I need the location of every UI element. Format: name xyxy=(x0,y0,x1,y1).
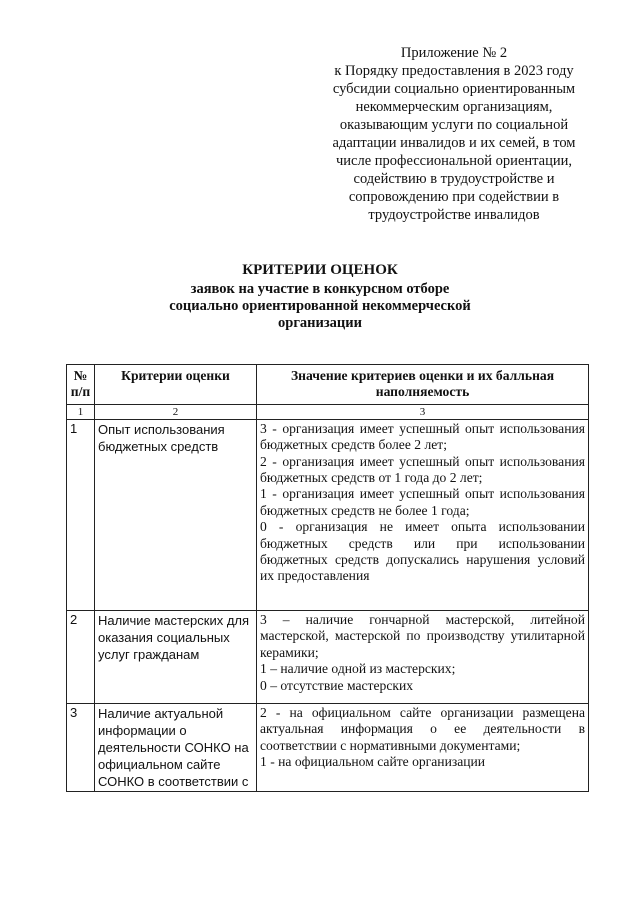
header-num: № п/п xyxy=(67,365,95,405)
column-number-row xyxy=(67,404,589,419)
column-number: 2 xyxy=(95,404,257,419)
annex-line: адаптации инвалидов и их семей, в том xyxy=(332,135,576,151)
title-sub-line: заявок на участие в конкурсном отборе xyxy=(190,281,450,297)
row-number: 2 xyxy=(67,610,95,703)
table-row xyxy=(67,610,589,703)
title-sub-line: организации xyxy=(278,315,362,331)
value-line: 3 – наличие гончарной мастерской, литейной мастерской, мастерской по производству утилитарной керамики; xyxy=(260,611,585,660)
header-criterion: Критерии оценки xyxy=(95,365,257,405)
annex-line: содействию в трудоустройстве и xyxy=(353,171,555,187)
value-line: 2 - на официальном сайте организации размещена актуальная информация о ее деятельности в соответствии с нормативными документами; xyxy=(260,704,585,753)
annex-line: Приложение № 2 xyxy=(400,45,508,61)
annex-line: субсидии социально ориентированным xyxy=(332,81,576,97)
criterion-cell: Опыт использования бюджетных средств xyxy=(95,419,257,610)
criterion-cell: Наличие мастерских для оказания социальных услуг гражданам xyxy=(95,610,257,703)
value-cell xyxy=(257,419,589,610)
header-value: Значение критериев оценки и их балльная наполняемость xyxy=(257,365,589,405)
value-line: 1 – наличие одной из мастерских; xyxy=(260,661,456,677)
annex-line: к Порядку предоставления в 2023 году xyxy=(334,63,574,79)
value-line: 0 – отсутствие мастерских xyxy=(260,677,414,693)
table-row xyxy=(67,419,589,610)
value-line: 0 - организация не имеет опыта использовании бюджетных средств или при использовании бюджетных средств допускались нарушения условий их предоставления xyxy=(260,519,585,584)
annex-line: некоммерческим организациям, xyxy=(355,99,553,115)
value-line: 1 - организация имеет успешный опыт использования бюджетных средств не более 1 года; xyxy=(260,486,585,518)
value-line: 3 - организация имеет успешный опыт использования бюджетных средств более 2 лет; xyxy=(260,420,585,453)
criteria-table xyxy=(66,364,589,792)
annex-header xyxy=(300,44,608,224)
value-line: 1 - на официальном сайте организации xyxy=(260,754,486,770)
table-row xyxy=(67,703,589,791)
annex-line: оказывающим услуги по социальной xyxy=(339,117,569,133)
title-sub-line: социально ориентированной некоммерческой xyxy=(169,298,471,314)
row-number: 3 xyxy=(67,703,95,791)
value-cell xyxy=(257,703,589,791)
document-title xyxy=(0,262,640,332)
criterion-cell: Наличие актуальной информации о деятельности СОНКО на официальном сайте СОНКО в соответствии с xyxy=(95,703,257,791)
annex-line: сопровождению при содействии в xyxy=(348,189,560,205)
value-line: 2 - организация имеет успешный опыт использования бюджетных средств от 1 года до 2 лет; xyxy=(260,453,585,486)
value-cell xyxy=(257,610,589,703)
annex-line: трудоустройстве инвалидов xyxy=(368,207,540,223)
table-header-row xyxy=(67,365,589,405)
title-main: КРИТЕРИИ ОЦЕНОК xyxy=(242,262,398,278)
row-number: 1 xyxy=(67,419,95,610)
annex-line: числе профессиональной ориентации, xyxy=(336,153,572,169)
column-number: 1 xyxy=(67,404,95,419)
column-number: 3 xyxy=(257,404,589,419)
